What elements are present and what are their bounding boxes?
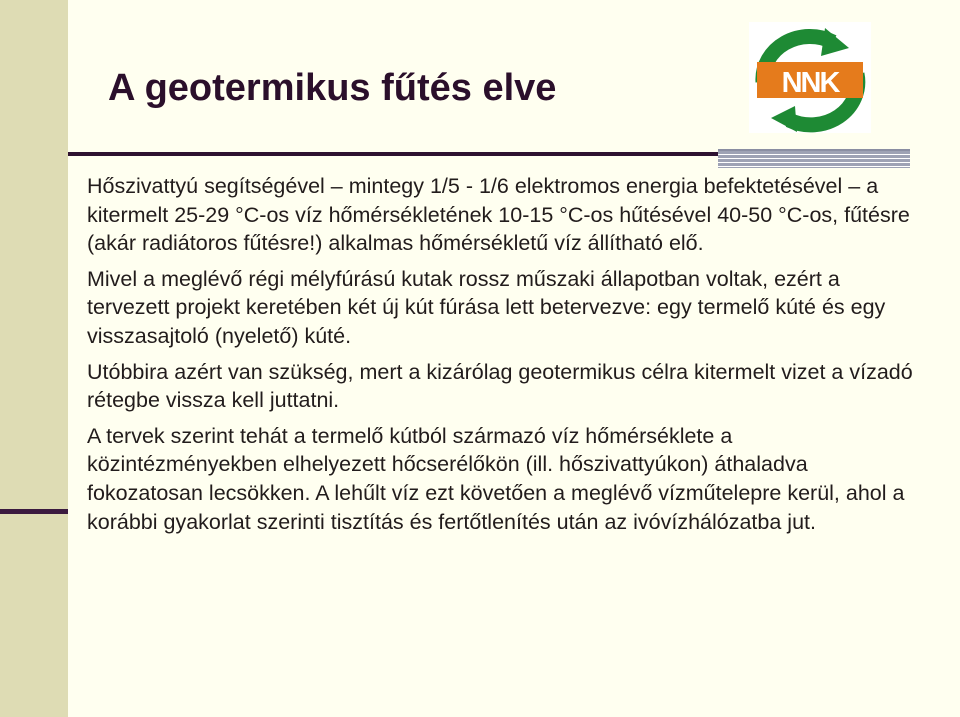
- title-divider-accent: [718, 149, 910, 168]
- paragraph-reinjection: Utóbbira azért van szükség, mert a kizárólag geotermikus célra kitermelt vizet a vízadó rétegbe vissza kell juttatni.: [87, 359, 913, 413]
- left-accent-bar: [0, 509, 68, 514]
- nnk-logo: [749, 22, 871, 133]
- slide-title: A geotermikus fűtés elve: [108, 67, 557, 109]
- logo-text: NNK: [781, 67, 839, 99]
- paragraph-heat-pump: Hőszivattyú segítségével – mintegy 1/5 - 1/6 elektromos energia befektetésével – a kitermelt 25-29 °C-os víz hőmérsékletének 10-15 °C-os hűtésével 40-50 °C-os, fűtésre (akár radiátoros fűtésre!) alkalmas hőmérsékletű víz állítható elő.: [87, 174, 910, 256]
- left-decor-band: [0, 0, 68, 717]
- paragraph-plan: A tervek szerint tehát a termelő kútból származó víz hőmérséklete a közintézményekben elhelyezett hőcserélőkön (ill. hőszivattyúkon) áthaladva fokozatosan lecsökken. A lehűlt víz ezt követően a meglévő vízműtelepre kerül, ahol a korábbi gyakorlat szerinti tisztítás és fertőtlenítés után az ivóvízhálózatba jut.: [87, 423, 905, 534]
- slide-body: [87, 172, 922, 543]
- paragraph-wells: Mivel a meglévő régi mélyfúrású kutak rossz műszaki állapotban voltak, ezért a tervezett projekt keretében két új kút fúrása lett betervezve: egy termelő kúté és egy visszasajtoló (nyelető) kúté.: [87, 266, 886, 348]
